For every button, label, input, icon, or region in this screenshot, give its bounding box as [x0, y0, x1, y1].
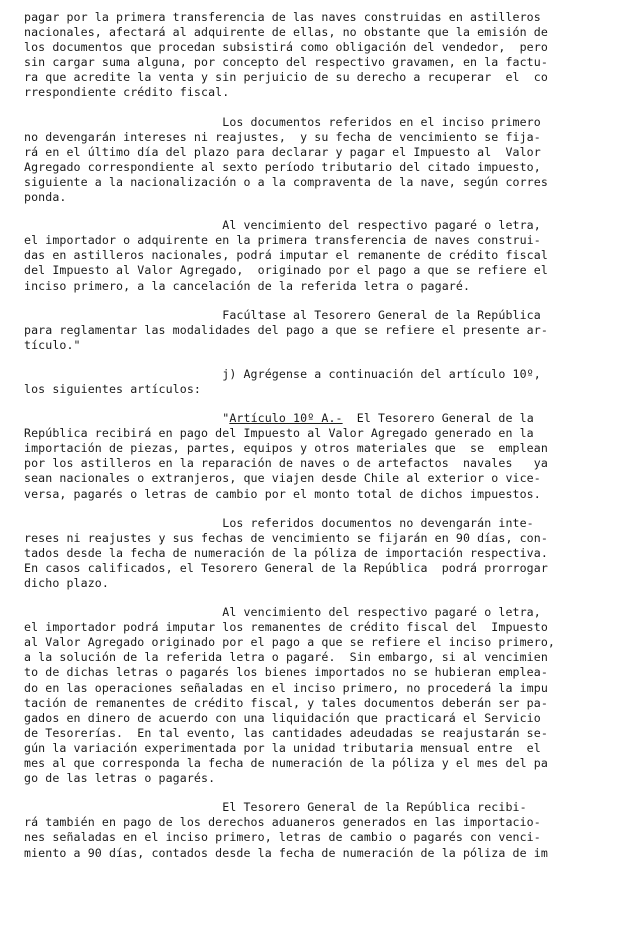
text-line: En casos calificados, el Tesorero General de la República podrá prorrogar	[24, 560, 548, 575]
text-line: rrespondiente crédito fiscal.	[24, 85, 230, 100]
paragraph-1	[24, 10, 612, 101]
text-line: tículo."	[24, 337, 81, 352]
text-line: los siguientes artículos:	[24, 381, 202, 396]
text-line: El Tesorero General de la República recibi-	[24, 800, 527, 815]
text-line: Agregado correspondiente al sexto período tributario del citado impuesto,	[24, 159, 541, 174]
text-line: dicho plazo.	[24, 576, 109, 590]
text-line: Al vencimiento del respectivo pagaré o letra,	[24, 218, 541, 233]
text-line: reses ni reajustes y sus fechas de vencimiento se fijarán en 90 días, con-	[24, 530, 548, 545]
text-line: sin cargar suma alguna, por concepto del respectivo gravamen, en la factu-	[24, 55, 548, 70]
text-line: para reglamentar las modalidades del pago a que se refiere el presente ar-	[24, 322, 548, 337]
text-line: pagar por la primera transferencia de las naves construidas en astilleros	[24, 10, 541, 24]
text-line: j) Agrégense a continuación del artículo 10º,	[24, 366, 541, 381]
text-line: nes señaladas en el inciso primero, letras de cambio o pagarés con venci-	[24, 830, 541, 845]
text-line: importación de piezas, partes, equipos y otros materiales que se emplean	[24, 441, 548, 456]
paragraph-2	[24, 115, 612, 206]
article-heading: Artículo 10º A.-	[229, 411, 343, 426]
text-line: por los astilleros en la reparación de naves o de artefactos navales ya	[24, 456, 548, 471]
text-line: ra que acredite la venta y sin perjuicio de su derecho a recuperar el co	[24, 70, 548, 85]
text-line: Facúltase al Tesorero General de la República	[24, 307, 541, 322]
text-line: gún la variación experimentada por la unidad tributaria mensual entre el	[24, 740, 541, 755]
line-rest: El Tesorero General de la	[342, 411, 534, 426]
text-line: sean nacionales o extranjeros, que viajen desde Chile al exterior o vice-	[24, 471, 541, 486]
text-line: del Impuesto al Valor Agregado, originado por el pago a que se refiere el	[24, 263, 548, 278]
paragraph-6	[24, 411, 612, 502]
text-line: Los referidos documentos no devengarán inte-	[24, 515, 534, 530]
text-line: inciso primero, a la cancelación de la referida letra o pagaré.	[24, 278, 471, 293]
text-line: miento a 90 días, contados desde la fecha de numeración de la póliza de im	[24, 845, 548, 860]
text-line: República recibirá en pago del Impuesto al Valor Agregado generado en la	[24, 426, 534, 441]
text-line: nacionales, afectará al adquirente de ellas, no obstante que la emisión de	[24, 25, 548, 40]
paragraph-4	[24, 308, 612, 353]
paragraph-8	[24, 605, 612, 786]
text-line: Los documentos referidos en el inciso primero	[24, 114, 541, 129]
text-line: tación de remanentes de crédito fiscal, y tales documentos deberán ser pa-	[24, 695, 548, 710]
text-line: das en astilleros nacionales, podrá imputar el remanente de crédito fiscal	[24, 248, 548, 263]
text-line: no devengarán intereses ni reajustes, y su fecha de vencimiento se fija-	[24, 129, 541, 144]
text-line: los documentos que procedan subsistirá como obligación del vendedor, pero	[24, 40, 548, 55]
paragraph-3	[24, 218, 612, 293]
text-line	[24, 411, 612, 426]
text-line: de Tesorerías. En tal evento, las cantidades adeudadas se reajustarán se-	[24, 725, 548, 740]
text-line: al Valor Agregado originado por el pago a que se refiere el inciso primero,	[24, 635, 556, 650]
text-line: to de dichas letras o pagarés los bienes importados no se hubieran emplea-	[24, 665, 548, 680]
paragraph-5	[24, 367, 612, 397]
text-line: ponda.	[24, 190, 67, 205]
text-line: Al vencimiento del respectivo pagaré o letra,	[24, 605, 541, 620]
paragraph-7	[24, 516, 612, 591]
text-line: go de las letras o pagarés.	[24, 771, 216, 786]
paragraph-9	[24, 800, 612, 860]
text-line: gados en dinero de acuerdo con una liquidación que practicará el Servicio	[24, 710, 541, 725]
text-line: el importador podrá imputar los remanentes de crédito fiscal del Impuesto	[24, 620, 548, 635]
text-line: do en las operaciones señaladas en el inciso primero, no procederá la impu	[24, 680, 548, 695]
text-line: mes al que corresponda la fecha de numeración de la póliza y el mes del pa	[24, 756, 548, 771]
text-line: siguiente a la nacionalización o a la compraventa de la nave, según corres	[24, 174, 548, 189]
text-line: tados desde la fecha de numeración de la póliza de importación respectiva.	[24, 545, 548, 560]
text-line: el importador o adquirente en la primera transferencia de naves construi-	[24, 233, 541, 248]
text-line: versa, pagarés o letras de cambio por el monto total de dichos impuestos.	[24, 486, 541, 501]
text-line: rá también en pago de los derechos aduaneros generados en las importacio-	[24, 815, 541, 830]
line-prefix: "	[24, 411, 230, 426]
text-line: rá en el último día del plazo para declarar y pagar el Impuesto al Valor	[24, 144, 541, 159]
text-line: a la solución de la referida letra o pagaré. Sin embargo, si al vencimien	[24, 650, 548, 665]
